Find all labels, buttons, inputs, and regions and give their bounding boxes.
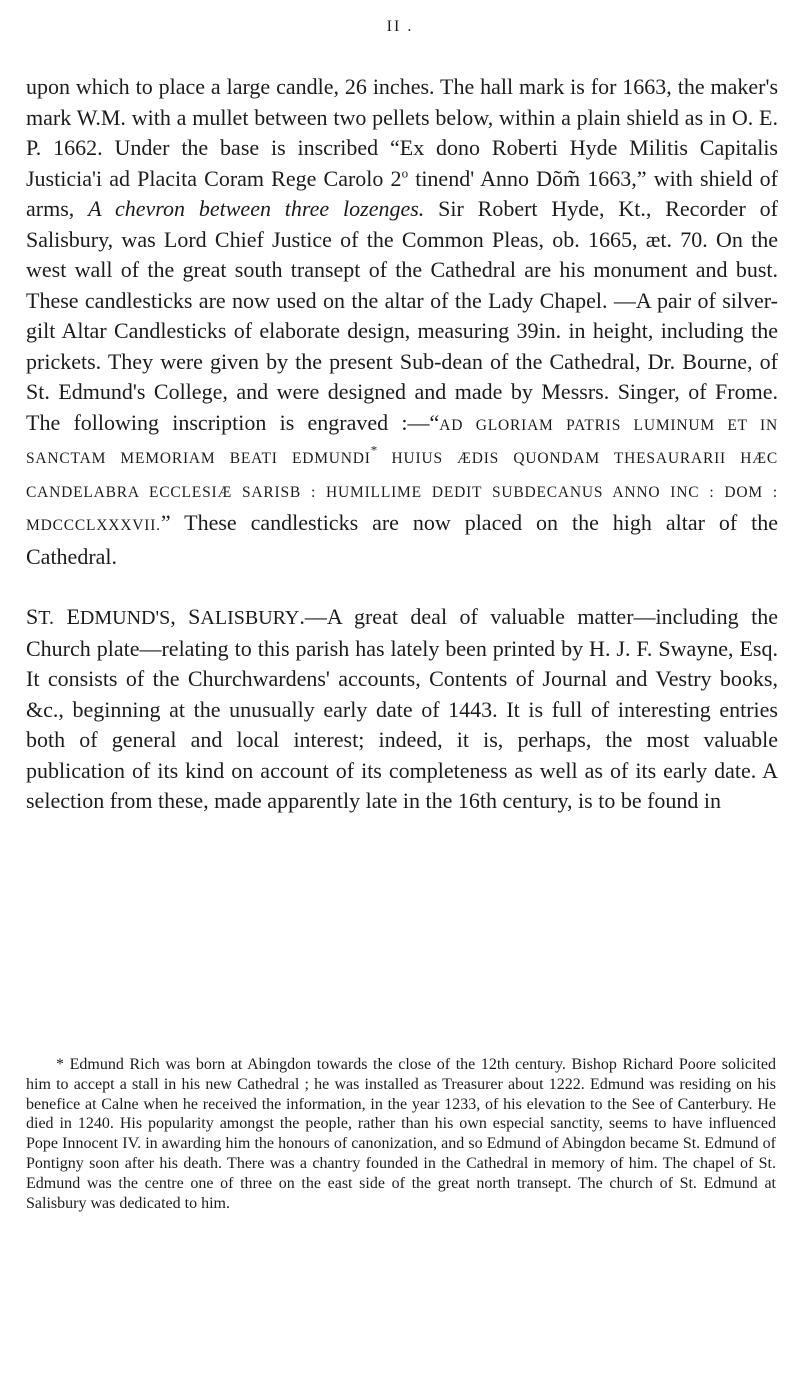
arms-blazon: A chevron between three lozenges. [88, 196, 425, 221]
footnote-marker: * [56, 1056, 64, 1073]
paragraph-candlesticks [26, 72, 778, 572]
text-run: upon which to place a large candle, 26 inches. The hall mark is for 1663, the maker's mark W.M. with a mullet between two pellets below, within a plain shield as in O. E. P. 1662. Under the base is inscribed “Ex dono Roberti Hyde Militis Capitalis Justicia'i ad Placita Coram Rege Carolo 2 [26, 74, 778, 191]
heading-cap: S [26, 604, 39, 629]
paragraph-body: —A great deal of valuable matter—including the Church plate—relating to this parish has lately been printed by H. J. F. Swayne, Esq. It consists of the Churchwardens' accounts, Contents of Journal and Vestry books, &c., beginning at the unusually early date of 1443. It is full of interesting entries both of general and local interest; indeed, it is, perhaps, the most valuable publication of its kind on account of its completeness as well as of its early date. A selection from these, made apparently late in the 16th century, is to be found in [26, 604, 778, 813]
page-number: II . [386, 18, 414, 35]
heading-smallcaps: ALISBURY [200, 607, 300, 629]
superscript: o [401, 165, 409, 181]
heading-cap: , S [170, 604, 201, 629]
heading-smallcaps: DMUND'S [79, 607, 171, 629]
heading-cap: E [53, 604, 80, 629]
inscription-text: AD GLORIAM PATRIS LUMINUM ET IN SANCTAM MEMORIAM BEATI EDMUNDI [26, 416, 778, 467]
text-run: Sir Robert Hyde, Kt., Recorder of Salisbury, was Lord Chief Justice of the Common Pleas, ob. 1665, æt. 70. On the west wall of the great south transept of the Cathedral are his monument and bust. These candlesticks are now used on the altar of the Lady Chapel. —A pair of silver-gilt Altar Candlesticks of elaborate design, measuring 39in. in height, including the prickets. They were given by the present Sub-dean of the Cathedral, Dr. Bourne, of St. Edmund's College, and were designed and made by Messrs. Singer, of Frome. The following inscription is engraved :—“ [26, 196, 779, 435]
footnote-section [26, 1055, 776, 1213]
footnote [26, 1055, 776, 1213]
footnote-reference: * [370, 442, 378, 458]
heading-end: . [299, 604, 305, 629]
text-run: ” These candlesticks are now placed on the high altar of the Cathedral. [26, 510, 778, 569]
paragraph-st-edmunds [26, 602, 778, 817]
main-text [26, 72, 778, 817]
footnote-text: Edmund Rich was born at Abingdon towards the close of the 12th century. Bishop Richard Poore solicited him to accept a stall in his new Cathedral ; he was installed as Treasurer about 1222. Edmund was residing on his benefice at Calne when he received the information, in the year 1233, of his elevation to the See of Canterbury. He died in 1240. His popularity amongst the people, rather than his own especial sanctity, seems to have influenced Pope Innocent IV. in awarding him the honours of canonization, and so Edmund of Abingdon became St. Edmund of Pontigny soon after his death. There was a chantry founded in the Cathedral in memory of him. The chapel of St. Edmund was the centre one of three on the east side of the great north transept. The church of St. Edmund at Salisbury was dedicated to him. [26, 1056, 776, 1212]
text-run: tinend' Anno Dõm̃ 1663,” with shield of arms, [26, 165, 778, 221]
heading-smallcaps: T. [38, 607, 54, 629]
inscription-text: HUIUS ÆDIS QUONDAM THESAURARII HÆC CANDELABRA ECCLESIÆ SARISB : HUMILLIME DEDIT SUBDECANUS ANNO INC : DOM : MDCCCLXXXVII. [26, 450, 778, 534]
